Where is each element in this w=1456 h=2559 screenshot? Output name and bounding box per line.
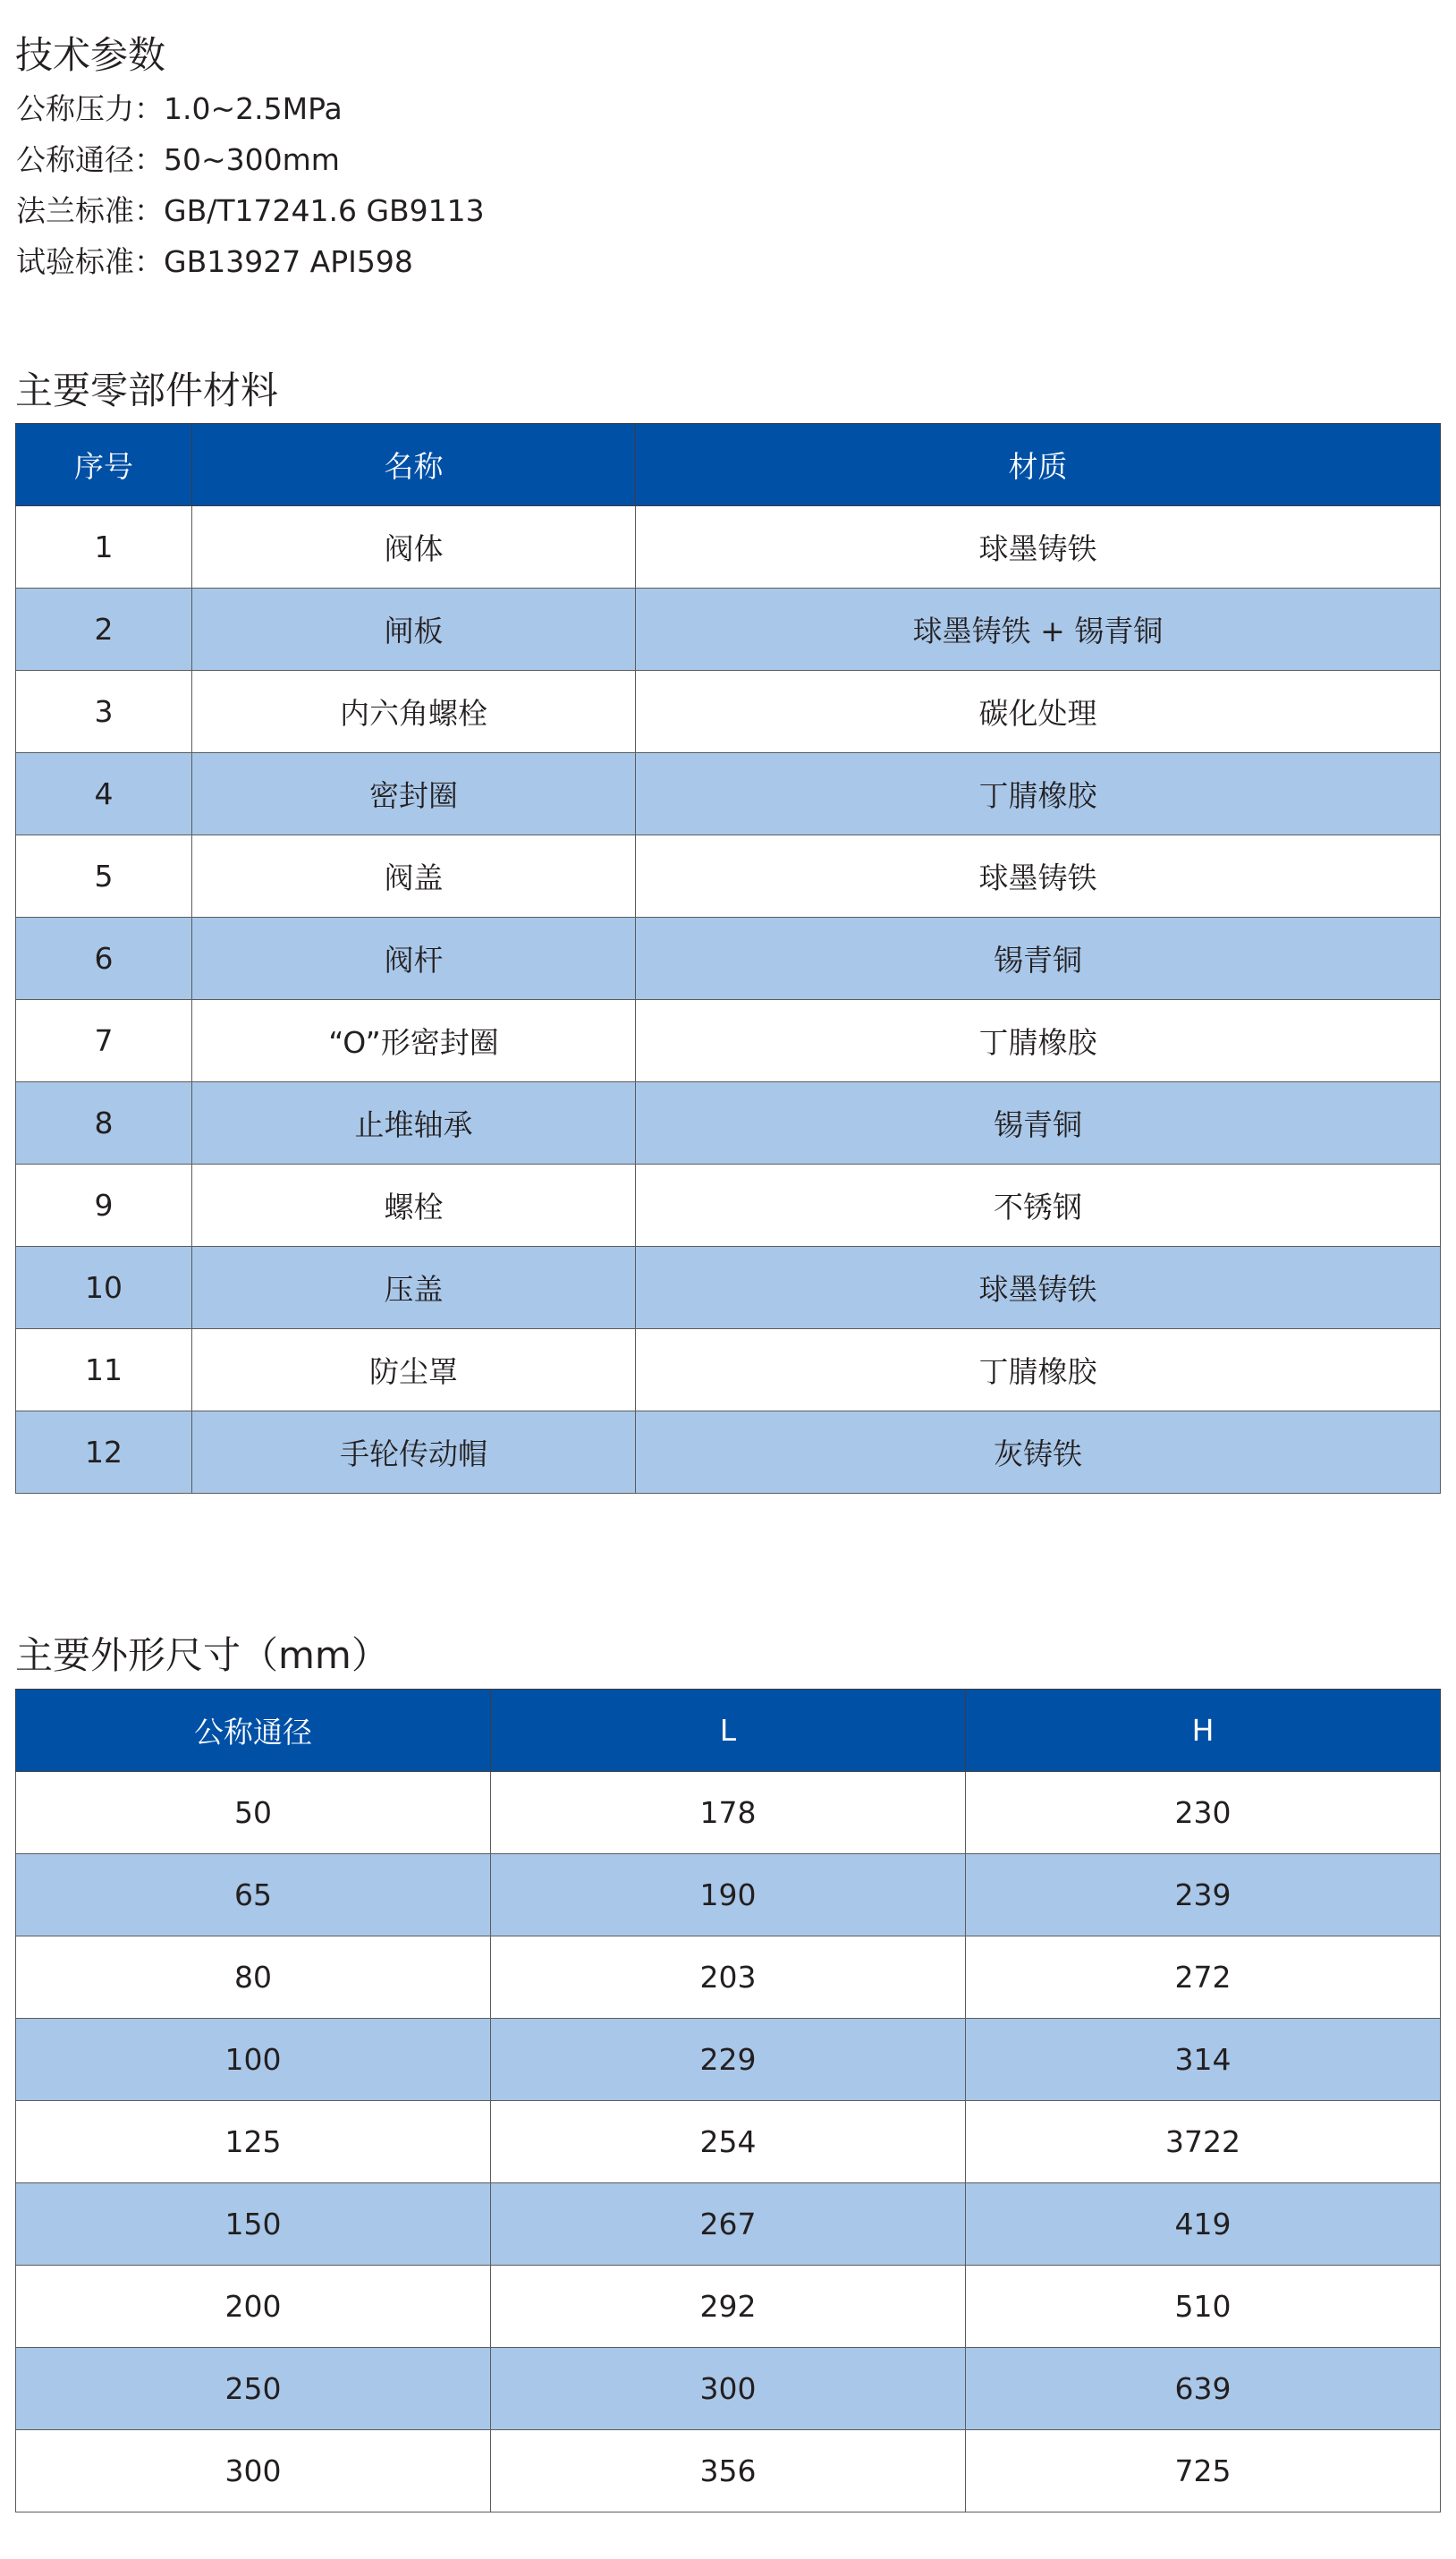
table-cell: 80 — [16, 1936, 491, 2019]
table-cell: 314 — [966, 2019, 1441, 2101]
table-cell: 200 — [16, 2266, 491, 2348]
table-cell: 丁腈橡胶 — [636, 1000, 1441, 1082]
table-cell: 272 — [966, 1936, 1441, 2019]
column-header: H — [966, 1690, 1441, 1772]
table-cell: 300 — [491, 2348, 966, 2430]
table-header — [16, 1690, 1441, 1772]
table-cell: 球墨铸铁 — [636, 1247, 1441, 1329]
table-row — [16, 835, 1441, 918]
column-header: 材质 — [636, 424, 1441, 506]
table-row — [16, 2430, 1441, 2512]
table-row — [16, 2266, 1441, 2348]
column-header: 公称通径 — [16, 1690, 491, 1772]
table-row — [16, 753, 1441, 835]
table-row — [16, 2183, 1441, 2266]
tech-specs-title: 技术参数 — [15, 33, 166, 77]
table-cell: 50 — [16, 1772, 491, 1854]
table-cell: 灰铸铁 — [636, 1411, 1441, 1494]
table-cell: 丁腈橡胶 — [636, 1329, 1441, 1411]
table-row — [16, 2348, 1441, 2430]
table-body — [16, 1772, 1441, 2512]
table-cell: 锡青铜 — [636, 918, 1441, 1000]
dimensions-table — [15, 1689, 1441, 2512]
column-header: L — [491, 1690, 966, 1772]
table-cell: 阀盖 — [192, 835, 636, 918]
dimensions-title: 主要外形尺寸（mm） — [15, 1633, 389, 1677]
table-row — [16, 1329, 1441, 1411]
table-cell: 压盖 — [192, 1247, 636, 1329]
table-header-row — [16, 1690, 1441, 1772]
table-cell: 267 — [491, 2183, 966, 2266]
parts-materials-title: 主要零部件材料 — [15, 369, 279, 412]
table-cell: 碳化处理 — [636, 671, 1441, 753]
parts-materials-table — [15, 423, 1441, 1494]
table-cell: 螺栓 — [192, 1165, 636, 1247]
column-header: 名称 — [192, 424, 636, 506]
table-cell: 6 — [16, 918, 192, 1000]
table-cell: 内六角螺栓 — [192, 671, 636, 753]
table-row — [16, 671, 1441, 753]
spec-line: 公称通径：50~300mm — [16, 142, 340, 177]
table-cell: 12 — [16, 1411, 192, 1494]
table-cell: 510 — [966, 2266, 1441, 2348]
table-cell: 725 — [966, 2430, 1441, 2512]
table-cell: 356 — [491, 2430, 966, 2512]
column-header: 序号 — [16, 424, 192, 506]
table-row — [16, 1936, 1441, 2019]
table-cell: 292 — [491, 2266, 966, 2348]
table-row — [16, 2019, 1441, 2101]
spec-line: 公称压力：1.0~2.5MPa — [16, 91, 343, 126]
table-cell: 11 — [16, 1329, 192, 1411]
table-cell: 300 — [16, 2430, 491, 2512]
table-row — [16, 1000, 1441, 1082]
table-cell: 2 — [16, 589, 192, 671]
table-cell: 65 — [16, 1854, 491, 1936]
table-cell: 250 — [16, 2348, 491, 2430]
table-cell: 230 — [966, 1772, 1441, 1854]
table-row — [16, 1082, 1441, 1165]
table-row — [16, 506, 1441, 589]
table-cell: 100 — [16, 2019, 491, 2101]
table-row — [16, 918, 1441, 1000]
table-cell: 锡青铜 — [636, 1082, 1441, 1165]
table-cell: 4 — [16, 753, 192, 835]
table-cell: 防尘罩 — [192, 1329, 636, 1411]
spec-line: 法兰标准：GB/T17241.6 GB9113 — [16, 193, 485, 228]
table-row — [16, 2101, 1441, 2183]
table-cell: 639 — [966, 2348, 1441, 2430]
table-cell: 3722 — [966, 2101, 1441, 2183]
table-cell: 阀杆 — [192, 918, 636, 1000]
table-body — [16, 506, 1441, 1494]
table-row — [16, 1247, 1441, 1329]
table-cell: 手轮传动帽 — [192, 1411, 636, 1494]
table-cell: 阀体 — [192, 506, 636, 589]
table-cell: 3 — [16, 671, 192, 753]
table-cell: 254 — [491, 2101, 966, 2183]
table-cell: 178 — [491, 1772, 966, 1854]
table-cell: 球墨铸铁 + 锡青铜 — [636, 589, 1441, 671]
tech-specs-list — [16, 88, 485, 292]
table-cell: 203 — [491, 1936, 966, 2019]
table-cell: 不锈钢 — [636, 1165, 1441, 1247]
table-row — [16, 1411, 1441, 1494]
table-cell: 球墨铸铁 — [636, 835, 1441, 918]
table-row — [16, 1854, 1441, 1936]
table-cell: 10 — [16, 1247, 192, 1329]
table-row — [16, 1165, 1441, 1247]
spec-line: 试验标准：GB13927 API598 — [16, 244, 413, 279]
table-cell: 闸板 — [192, 589, 636, 671]
table-cell: 8 — [16, 1082, 192, 1165]
table-cell: 9 — [16, 1165, 192, 1247]
table-row — [16, 1772, 1441, 1854]
table-header — [16, 424, 1441, 506]
table-cell: 球墨铸铁 — [636, 506, 1441, 589]
table-cell: 419 — [966, 2183, 1441, 2266]
table-cell: 止堆轴承 — [192, 1082, 636, 1165]
table-cell: 7 — [16, 1000, 192, 1082]
table-cell: 125 — [16, 2101, 491, 2183]
table-cell: 丁腈橡胶 — [636, 753, 1441, 835]
table-cell: 5 — [16, 835, 192, 918]
table-cell: 密封圈 — [192, 753, 636, 835]
table-cell: 239 — [966, 1854, 1441, 1936]
table-cell: 229 — [491, 2019, 966, 2101]
table-cell: 1 — [16, 506, 192, 589]
table-cell: 150 — [16, 2183, 491, 2266]
table-cell: “O”形密封圈 — [192, 1000, 636, 1082]
table-cell: 190 — [491, 1854, 966, 1936]
table-row — [16, 589, 1441, 671]
table-header-row — [16, 424, 1441, 506]
